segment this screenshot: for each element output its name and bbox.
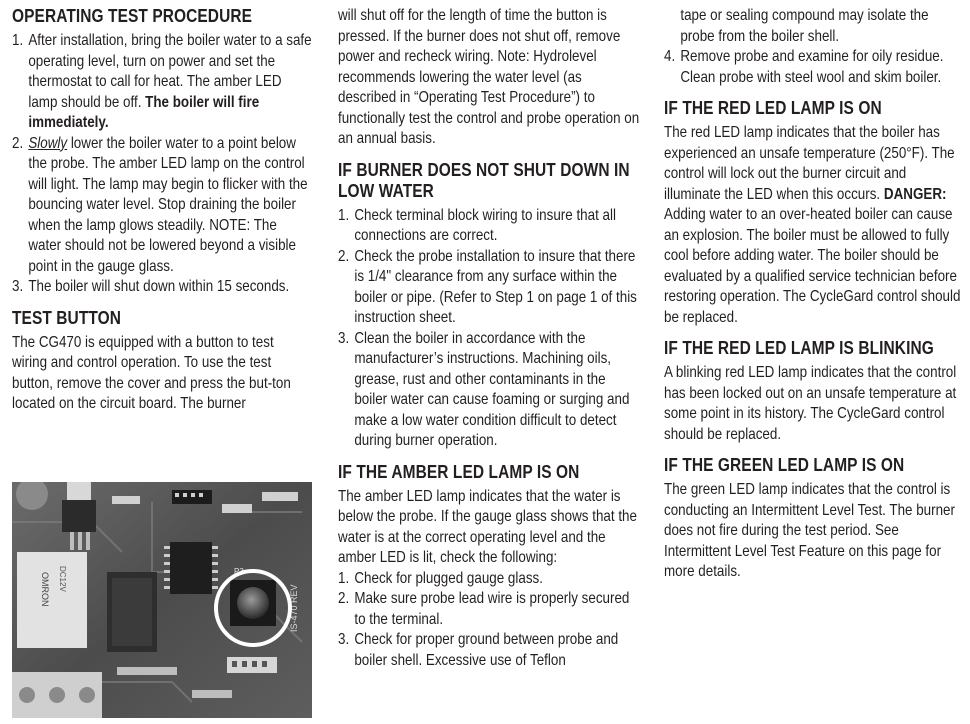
- green-on-body: The green LED lamp indicates that the control is conducting an Intermittent Level Test. The burner does not fire during the test period. See Intermittent Level Test Feature on this page for more details.: [664, 481, 955, 580]
- chip-label: P3: [234, 567, 244, 576]
- list-item: 2. Check the probe installation to insure that there is 1/4" clearance from any surface within the boiler or pipe. (Refer to Step 1 on page 1 of this instruction sheet.: [338, 247, 637, 326]
- list-item: 3. The boiler will shut down within 15 seconds.: [12, 278, 290, 295]
- list-item: tape or sealing compound may isolate the probe from the boiler shell.: [680, 7, 929, 45]
- column-2: [338, 6, 640, 671]
- green-on-heading: IF THE GREEN LED LAMP IS ON: [664, 455, 905, 475]
- red-on-heading: IF THE RED LED LAMP IS ON: [664, 98, 882, 118]
- board-text: IS-470 REV: [289, 584, 299, 632]
- test-button-body: The CG470 is equipped with a button to test wiring and control operation. To use the test button, remove the cover and press the but-ton located on the circuit board. The burner: [12, 333, 291, 412]
- test-button-continued: will shut off for the length of time the button is pressed. If the burner does not shut off, remove power and recheck wiring. Note: Hydrolevel recommends lowering the water level (as described in “Operating Test Procedure”) to functionally test the control and probe operation on an annual basis.: [338, 7, 640, 147]
- red-blink-heading: IF THE RED LED LAMP IS BLINKING: [664, 338, 934, 358]
- red-on-body: The red LED lamp indicates that the boiler has experienced an unsafe temperature (250°F). The control will lock out the burner circuit and illuminate the LED when this occurs. DANGER: Adding water to an over-heated boiler can cause an explosion. The boiler must be allowed to fully cool before adding water. The boiler should be evaluated by a qualified service technician before restoring operation. The CycleGard control should be replaced.: [664, 124, 961, 326]
- column-1: [12, 6, 312, 415]
- operating-test-heading: OPERATING TEST PROCEDURE: [12, 6, 253, 26]
- amber-body: The amber LED lamp indicates that the water is below the probe. If the gauge glass shows that the water is at the correct operating level and the amber LED is lit, check the following:: [338, 487, 637, 566]
- test-button-icon: [237, 587, 269, 619]
- list-item: 4. Remove probe and examine for oily residue. Clean probe with steel wool and skim boiler.: [664, 48, 944, 86]
- no-shutdown-list: [338, 206, 640, 452]
- column-3: [664, 6, 964, 583]
- list-item: 3. Clean the boiler in accordance with the manufacturer’s instructions. Machining oils, grease, rust and other contaminants in the boiler water can cause foaming or surging and make a low water condition difficult to detect during burner operation.: [338, 329, 630, 449]
- list-item: 2. Slowly lower the boiler water to a point below the probe. The amber LED lamp on the control will light. The lamp may begin to flicker with the bouncing water level. Stop draining the boiler when the lamp glows steadily. NOTE: The water should not be lowered beyond a visible point in the gauge glass.: [12, 134, 308, 275]
- test-button-heading: TEST BUTTON: [12, 307, 122, 328]
- list-item: 2. Make sure probe lead wire is properly secured to the terminal.: [338, 590, 630, 628]
- list-item: 1. After installation, bring the boiler water to a safe operating level, turn on power and set the thermostat to call for heat. The amber LED lamp should be off. The boiler will fire immediately.: [12, 32, 312, 131]
- relay-code: DC12V: [58, 566, 67, 592]
- relay-text: OMRON: [40, 572, 50, 607]
- list-item: 1. Check for plugged gauge glass.: [338, 569, 543, 587]
- circuit-board-photo: [12, 482, 312, 718]
- list-item: 3. Check for proper ground between probe and boiler shell. Excessive use of Teflon: [338, 631, 619, 669]
- red-blink-body: A blinking red LED lamp indicates that the control has been locked out on an unsafe temperature at some point in its history. The CycleGard control should be replaced.: [664, 364, 957, 443]
- amber-list-continued: [664, 6, 964, 88]
- amber-list: [338, 569, 640, 672]
- amber-heading: IF THE AMBER LED LAMP IS ON: [338, 461, 580, 482]
- danger-label: DANGER:: [883, 185, 947, 203]
- list-item: 1. Check terminal block wiring to insure that all connections are correct.: [338, 206, 616, 244]
- no-shutdown-heading: IF BURNER DOES NOT SHUT DOWN IN LOW WATER: [338, 159, 630, 201]
- operating-test-list: [12, 31, 312, 298]
